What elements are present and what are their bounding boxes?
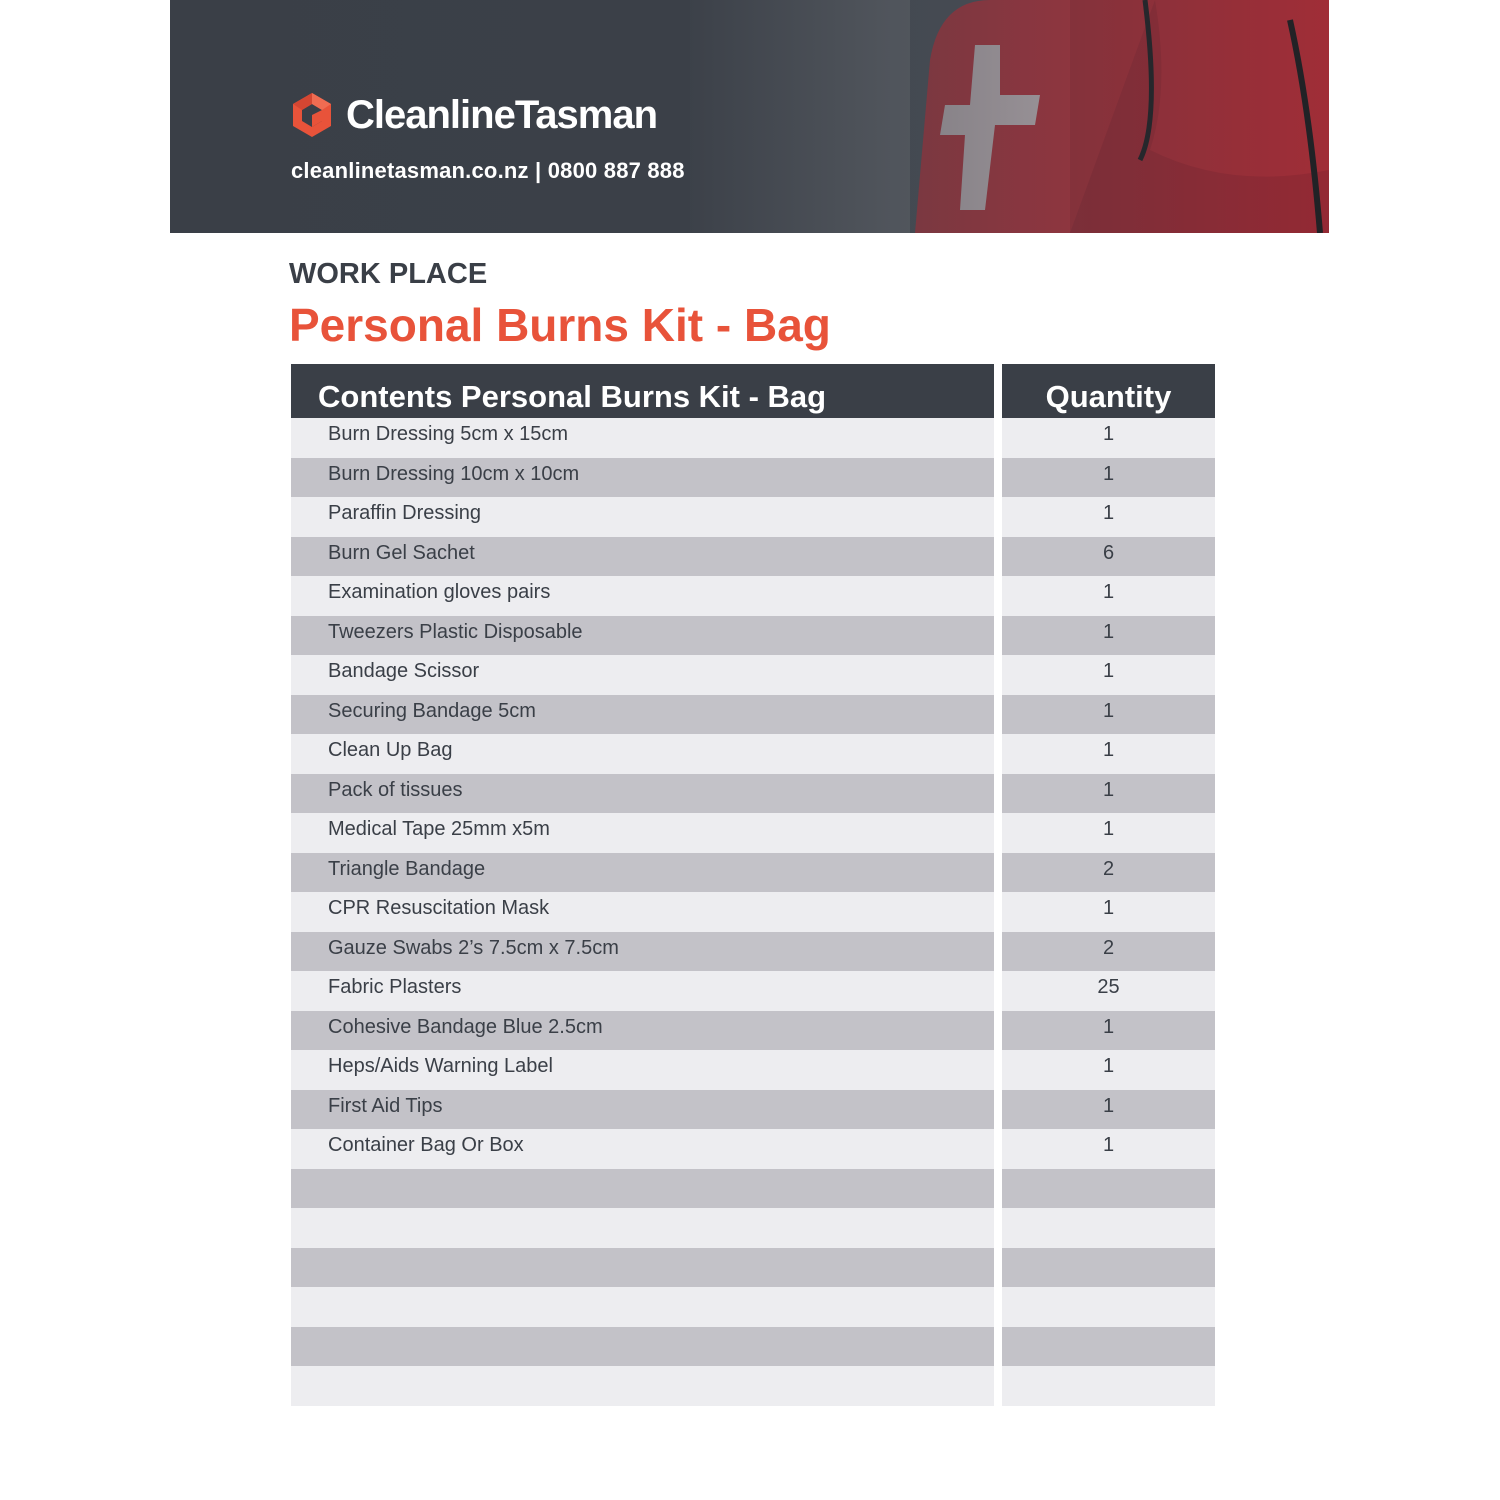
table-row-qty: 1 [1002, 734, 1215, 774]
brand [290, 90, 657, 140]
table-row-qty: 1 [1002, 1011, 1215, 1051]
table-row-item: Container Bag Or Box [291, 1129, 994, 1169]
table-row-empty [1002, 1169, 1215, 1209]
table-row-empty [291, 1208, 994, 1248]
table-row-qty: 1 [1002, 695, 1215, 735]
table-row-item: Medical Tape 25mm x5m [291, 813, 994, 853]
quantity-header: Quantity [1002, 364, 1215, 418]
table-row-item: CPR Resuscitation Mask [291, 892, 994, 932]
table-row-empty [1002, 1366, 1215, 1406]
table-row-qty: 1 [1002, 892, 1215, 932]
table-row-empty [291, 1366, 994, 1406]
table-row-empty [291, 1248, 994, 1288]
table-row-empty [1002, 1327, 1215, 1367]
page-kicker: WORK PLACE [289, 258, 488, 290]
table-row-item: Pack of tissues [291, 774, 994, 814]
table-row-empty [1002, 1208, 1215, 1248]
table-row-item: Gauze Swabs 2’s 7.5cm x 7.5cm [291, 932, 994, 972]
contents-header: Contents Personal Burns Kit - Bag [291, 364, 994, 418]
table-row-empty [1002, 1287, 1215, 1327]
table-row-qty: 25 [1002, 971, 1215, 1011]
quantity-column [1002, 364, 1215, 1406]
table-row-item: Fabric Plasters [291, 971, 994, 1011]
page-title: Personal Burns Kit - Bag [289, 299, 831, 351]
table-row-qty: 2 [1002, 932, 1215, 972]
table-row-item: Bandage Scissor [291, 655, 994, 695]
table-row-qty: 6 [1002, 537, 1215, 577]
table-row-qty: 1 [1002, 774, 1215, 814]
table-row-item: Burn Dressing 10cm x 10cm [291, 458, 994, 498]
table-row-qty: 1 [1002, 418, 1215, 458]
table-row-qty: 1 [1002, 1050, 1215, 1090]
table-row-item: Examination gloves pairs [291, 576, 994, 616]
contents-column [291, 364, 994, 1406]
table-row-item: Clean Up Bag [291, 734, 994, 774]
table-row-item: First Aid Tips [291, 1090, 994, 1130]
table-row-item: Tweezers Plastic Disposable [291, 616, 994, 656]
contact-info: cleanlinetasman.co.nz | 0800 887 888 [291, 158, 685, 183]
table-row-empty [291, 1287, 994, 1327]
table-row-qty: 1 [1002, 1090, 1215, 1130]
table-row-empty [291, 1169, 994, 1209]
table-row-item: Cohesive Bandage Blue 2.5cm [291, 1011, 994, 1051]
table-row-qty: 1 [1002, 497, 1215, 537]
table-row-item: Securing Bandage 5cm [291, 695, 994, 735]
table-row-qty: 1 [1002, 576, 1215, 616]
hexagon-cube-logo-icon [290, 91, 334, 139]
table-row-empty [1002, 1248, 1215, 1288]
table-row-qty: 1 [1002, 813, 1215, 853]
header-banner [170, 0, 1329, 233]
table-row-empty [291, 1327, 994, 1367]
table-row-item: Heps/Aids Warning Label [291, 1050, 994, 1090]
table-row-item: Burn Dressing 5cm x 15cm [291, 418, 994, 458]
table-row-qty: 1 [1002, 1129, 1215, 1169]
table-row-qty: 1 [1002, 616, 1215, 656]
brand-name: CleanlineTasman [346, 92, 658, 137]
table-row-item: Burn Gel Sachet [291, 537, 994, 577]
table-row-qty: 2 [1002, 853, 1215, 893]
table-row-qty: 1 [1002, 655, 1215, 695]
table-row-item: Paraffin Dressing [291, 497, 994, 537]
table-row-item: Triangle Bandage [291, 853, 994, 893]
table-row-qty: 1 [1002, 458, 1215, 498]
